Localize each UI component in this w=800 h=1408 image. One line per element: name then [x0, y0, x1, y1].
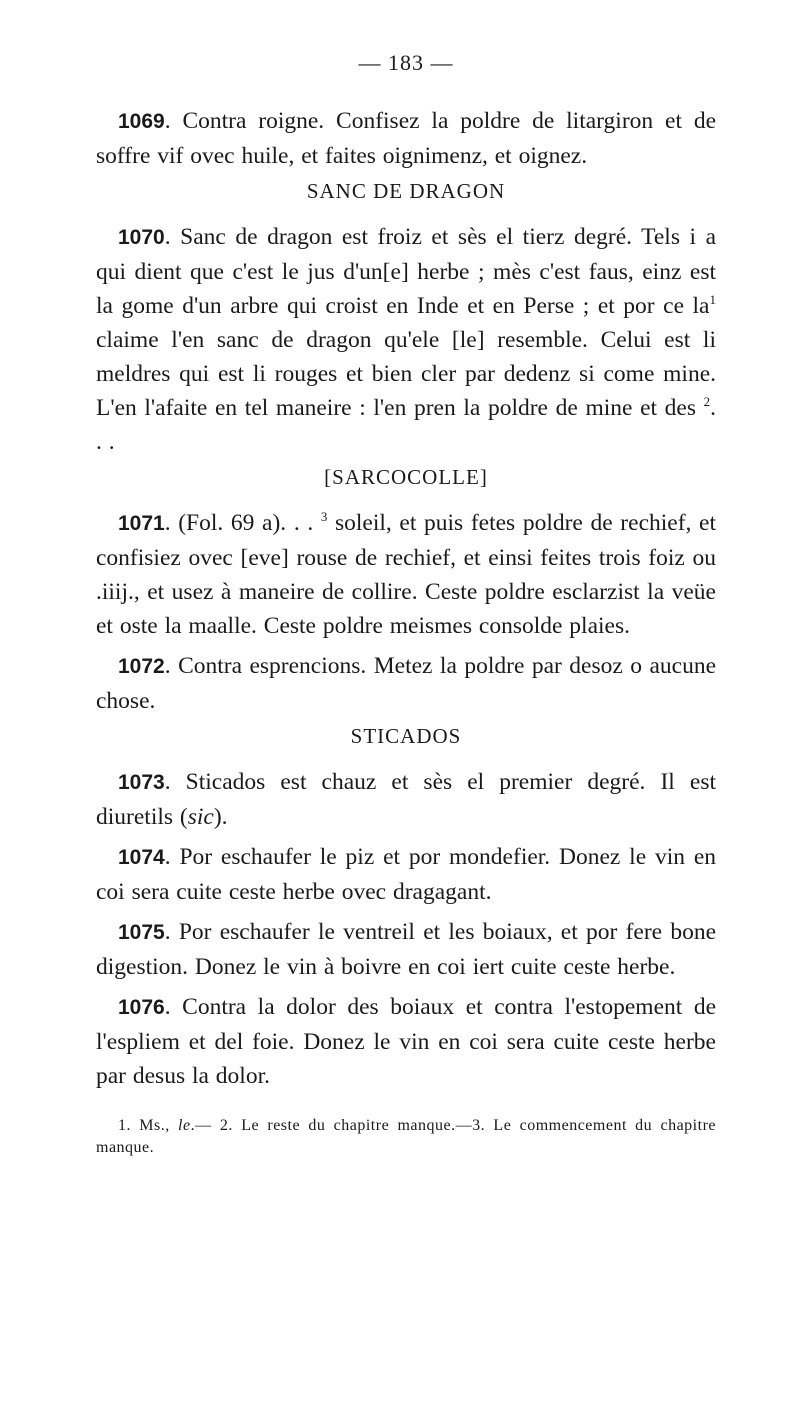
entry-number: 1073 — [118, 771, 165, 794]
italic-note: sic — [187, 804, 214, 830]
entry-number: 1074 — [118, 846, 165, 869]
entry-1075: 1075. Por eschaufer le ventreil et les boiaux, et por fere bone digestion. Donez le vin à boivre en coi iert cuite ceste herbe. — [96, 919, 717, 980]
footnotes — [96, 1115, 716, 1159]
entry-number: 1072 — [118, 655, 165, 678]
section-heading: [SARCOCOLLE] — [324, 465, 488, 489]
entry-number: 1075 — [118, 921, 165, 944]
entry-text: Contra esprencions. Metez la poldre par desoz o aucune chose. — [96, 653, 716, 714]
section-heading: STICADOS — [350, 724, 462, 748]
entry-text: Sanc de dragon est froiz et sès el tierz degré. Tels i a qui dient que c'est le jus d'un[e] herbe ; mès c'est faus, einz est la gome d'un arbre qui croist en Inde et en Perse ; et por ce la — [96, 224, 716, 319]
entry-1074: 1074. Por eschaufer le piz et por mondefier. Donez le vin en coi sera cuite ceste herbe ovec dragagant. — [96, 844, 717, 905]
entry-text: Contra la dolor des boiaux et contra l'estopement de l'espliem et del foie. Donez le vin en coi sera cuite ceste herbe par desus la dolor. — [96, 994, 717, 1089]
entry-text: ). — [213, 804, 228, 830]
footnote-1-label: 1. — [118, 1117, 131, 1134]
footnote-3: 3. Le commencement du chapitre manque. — [96, 1117, 716, 1156]
page — [96, 50, 716, 1159]
entry-1070: 1070. Sanc de dragon est froiz et sès el tierz degré. Tels i a qui dient que c'est le jus d'un[e] herbe ; mès c'est faus, einz est la gome d'un arbre qui croist en Inde et en Perse ; et por ce $la^1$ claime l'en sanc de dragon qu'ele [le] resemble. Celui est li meldres qui est li rouges et bien cler par dedenz si come mine. L'en l'afaite en tel maneire : l'en pren la poldre de mine et des $^2$. . . — [96, 224, 716, 455]
entry-1071: 1071. (Fol. 69 a). . . $^3$ soleil, et puis fetes poldre de rechief, et confisiez ovec [eve] rouse de rechief, et einsi feites trois foiz ou .iiij., et usez à maneire de collire. Ceste poldre esclarzist la veüe et oste la maalle. Ceste poldre meismes consolde plaies. — [96, 509, 717, 639]
entry-number: 1070 — [118, 226, 165, 249]
footnote-2: 2. Le reste du chapitre manque.— — [219, 1117, 473, 1134]
entry-text: . . . — [96, 395, 716, 455]
footnote-1-end: .— — [190, 1117, 220, 1134]
entry-number: 1076 — [118, 996, 165, 1019]
entry-text: Sticados est chauz et sès el premier degré. Il est diuretils ( — [96, 769, 717, 830]
entry-text: soleil, et puis fetes poldre de rechief, et confisiez ovec [eve] rouse de rechief, et einsi feites trois foiz ou .iiij., et usez à maneire de collire. Ceste poldre esclarzist la veüe et oste la maalle. Ceste poldre meismes consolde plaies. — [96, 510, 717, 639]
footnote-ref: 3 — [320, 509, 328, 525]
page-number: — 183 — — [358, 50, 454, 75]
entry-1076: 1076. Contra la dolor des boiaux et contra l'estopement de l'espliem et del foie. Donez le vin en coi sera cuite ceste herbe par desus la dolor. — [96, 994, 717, 1089]
entry-text: (Fol. 69 a). . . — [178, 510, 321, 536]
entry-text: Por eschaufer le ventreil et les boiaux, et por fere bone digestion. Donez le vin à boivre en coi iert cuite ceste herbe. — [96, 919, 717, 980]
footnote-1-italic: le — [178, 1117, 191, 1134]
section-heading: SANC DE DRAGON — [306, 179, 506, 203]
entry-1072: 1072. Contra esprencions. Metez la poldre par desoz o aucune chose. — [96, 653, 716, 714]
entry-text: Contra roigne. Confisez la poldre de litargiron et de soffre vif ovec huile, et faites oignimenz, et oignez. — [96, 108, 717, 169]
entry-1069: 1069. Contra roigne. Confisez la poldre de litargiron et de soffre vif ovec huile, et faites oignimenz, et oignez. — [96, 108, 717, 169]
entry-number: 1069 — [118, 110, 165, 133]
entry-text: Por eschaufer le piz et por mondefier. Donez le vin en coi sera cuite ceste herbe ovec dragagant. — [96, 844, 717, 905]
footnote-ref: 2 — [703, 394, 711, 410]
entry-1073: 1073. Sticados est chauz et sès el premier degré. Il est diuretils (sic). — [96, 769, 717, 830]
entry-text: claime l'en sanc de dragon qu'ele [le] resemble. Celui est li meldres qui est li rouges et bien cler par dedenz si come mine. L'en l'afaite en tel maneire : l'en pren la poldre de mine et des — [96, 327, 716, 421]
entry-number: 1071 — [118, 512, 165, 535]
footnote-ref: 1 — [709, 292, 716, 308]
footnote-1: Ms., — [131, 1117, 179, 1134]
